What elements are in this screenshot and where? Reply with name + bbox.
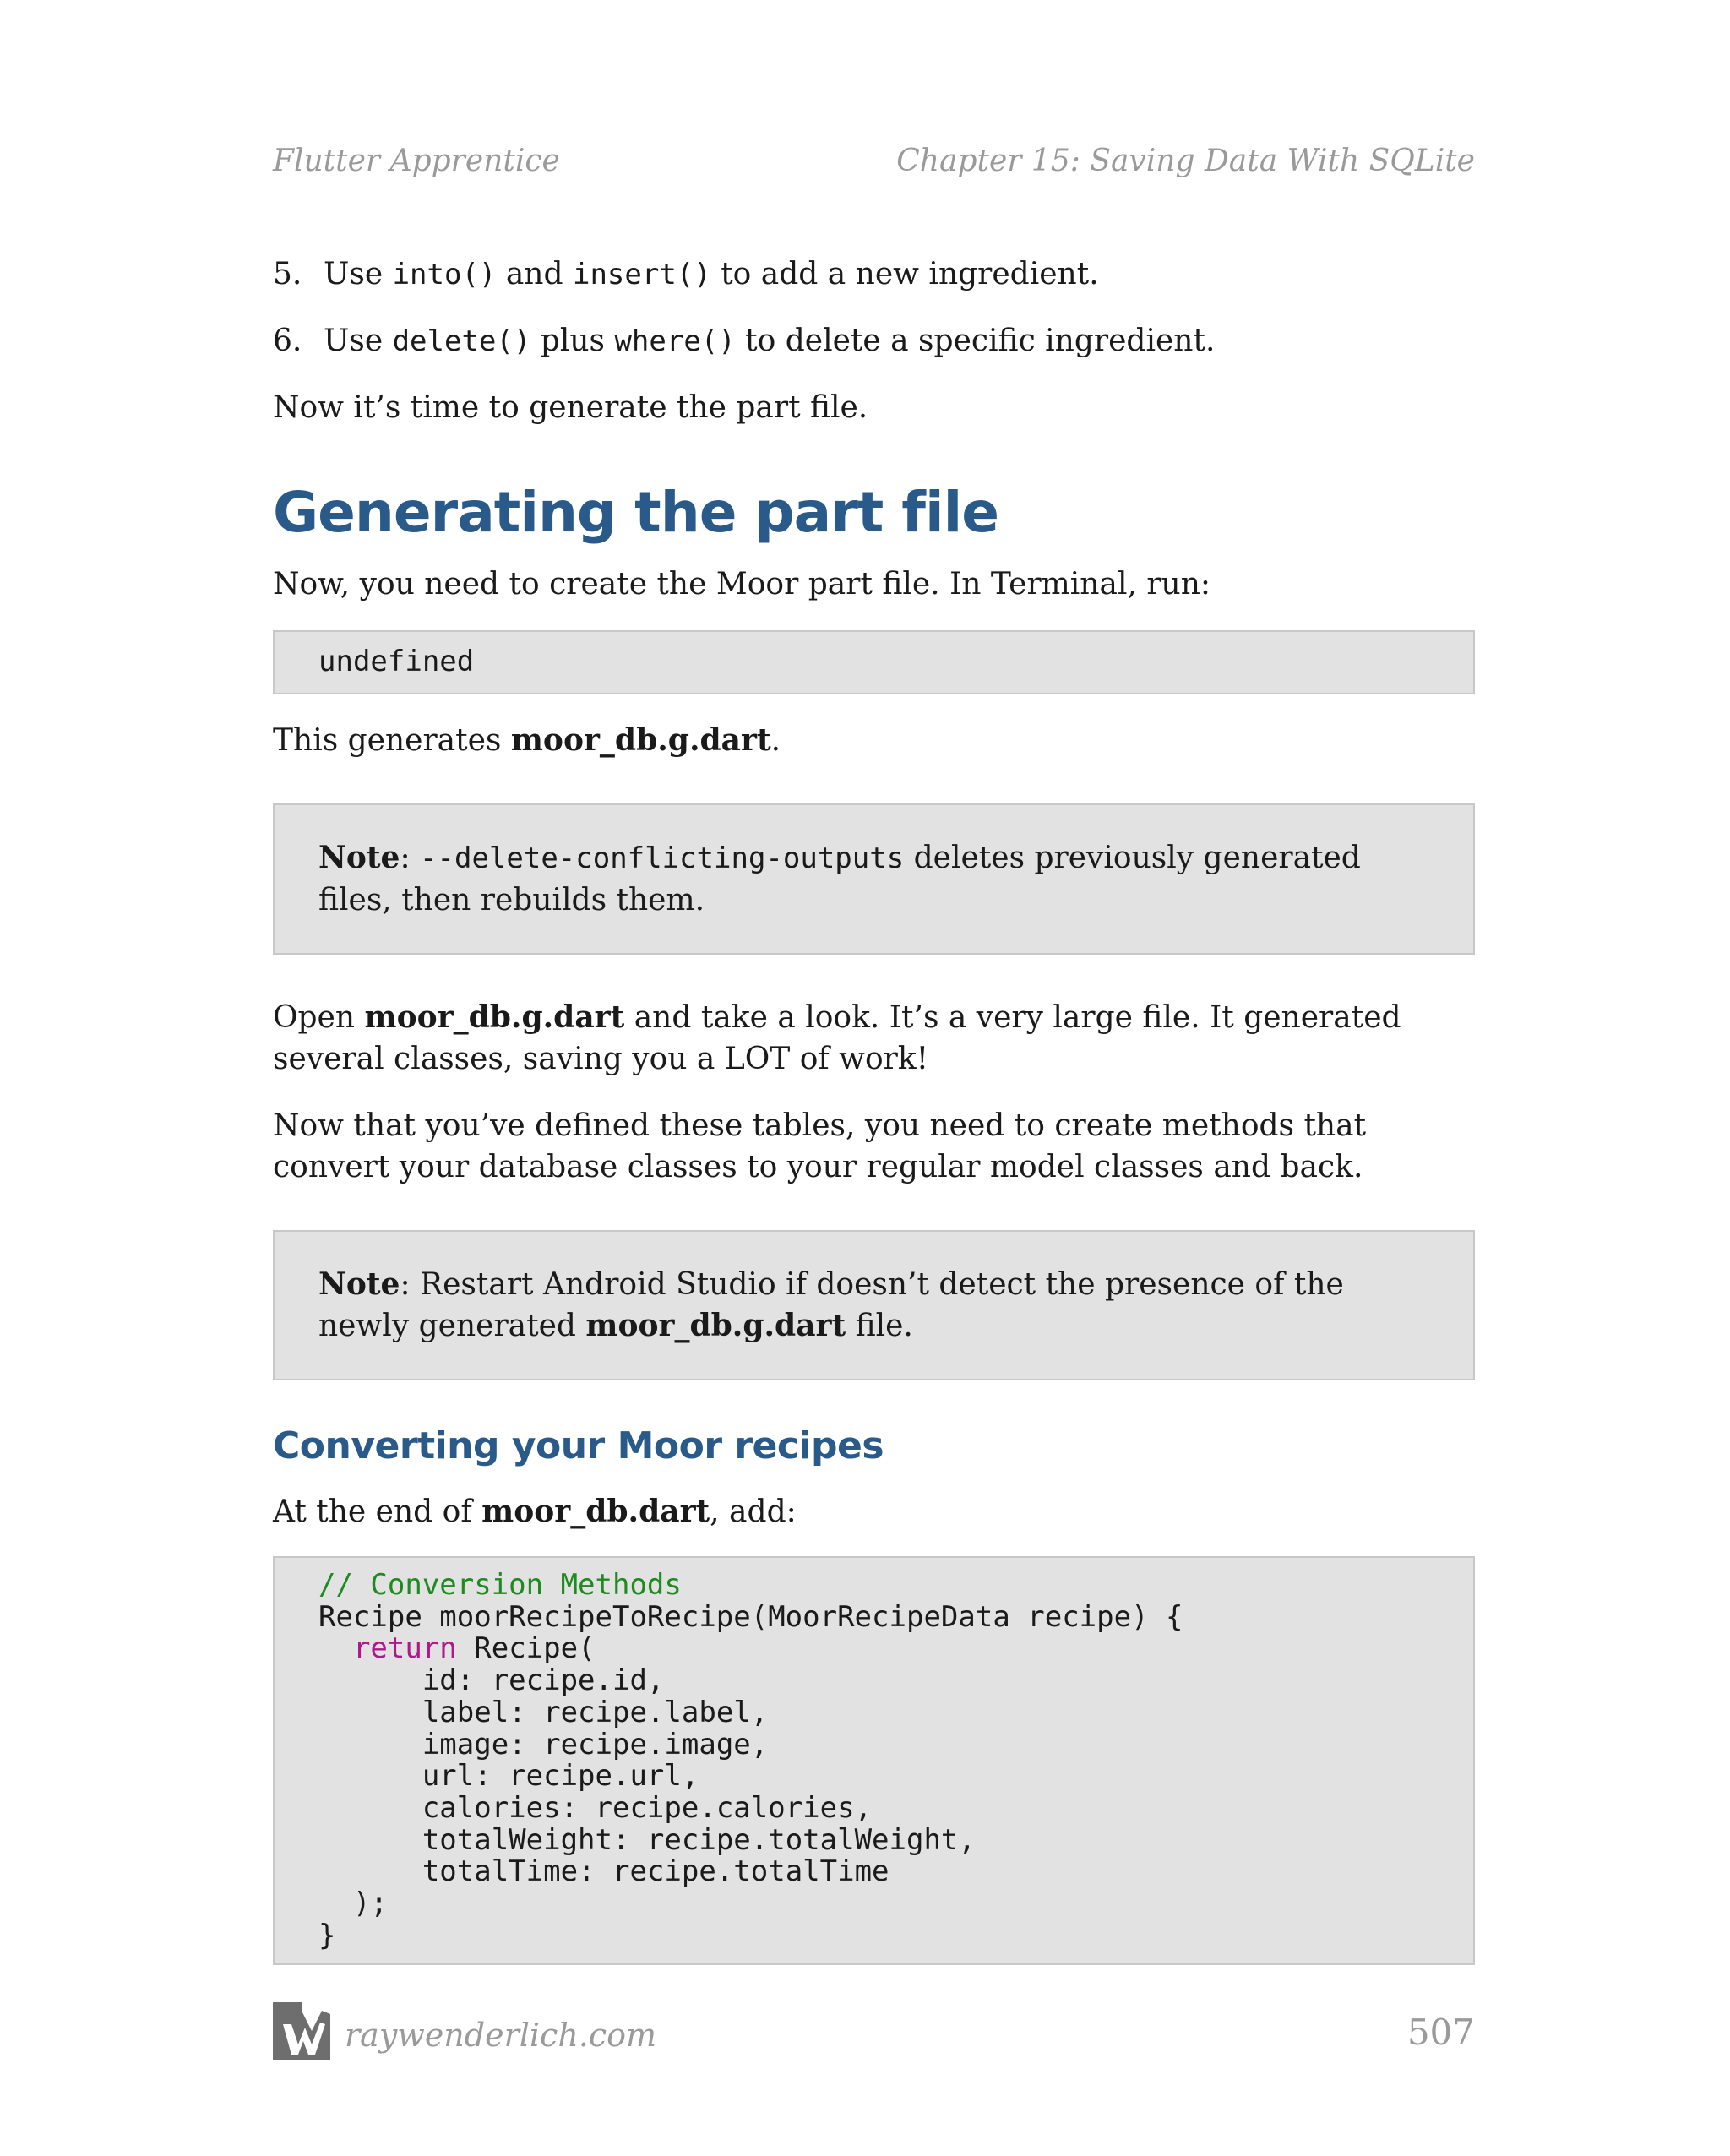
code-line: totalWeight: recipe.totalWeight,: [422, 1822, 976, 1857]
steps-list: [273, 253, 1475, 362]
code-line: );: [352, 1886, 388, 1921]
filename: moor_db.dart: [481, 1494, 710, 1529]
page: [273, 0, 1475, 2156]
terminal-command: undefined: [318, 645, 475, 678]
step-text: Use: [324, 324, 393, 358]
list-number: 6.: [273, 324, 302, 358]
code-comment: // Conversion Methods: [318, 1568, 682, 1602]
note-box-1: [273, 803, 1475, 955]
list-item: [273, 253, 1475, 296]
step-text: Use: [324, 257, 393, 291]
text: file.: [846, 1309, 913, 1343]
code-line: totalTime: recipe.totalTime: [422, 1854, 889, 1889]
filename: moor_db.g.dart: [364, 999, 625, 1035]
list-item: [273, 320, 1475, 362]
inline-code: insert(): [572, 258, 711, 291]
code-line: id: recipe.id,: [422, 1663, 665, 1698]
page-number: 507: [1406, 2012, 1475, 2053]
step-text: to add a new ingredient.: [710, 257, 1099, 291]
chapter-title: Chapter 15: Saving Data With SQLite: [896, 144, 1475, 178]
note-label: Note: [318, 1266, 400, 1302]
text: .: [770, 723, 781, 758]
inline-code: --delete-conflicting-outputs: [420, 841, 905, 875]
code-line: calories: recipe.calories,: [422, 1790, 873, 1825]
code-line: image: recipe.image,: [422, 1727, 769, 1761]
text: deletes previously generated files, then rebuilds them.: [318, 841, 1361, 917]
subsection-heading: Converting your Moor recipes: [273, 1424, 884, 1467]
step-text: plus: [530, 324, 615, 358]
note-box-2: [273, 1230, 1475, 1380]
step-text: and: [496, 257, 573, 291]
list-number: 5.: [273, 257, 302, 291]
filename: moor_db.g.dart: [510, 722, 771, 758]
code-line: }: [318, 1918, 336, 1952]
open-paragraph: [273, 997, 1475, 1080]
rw-logo-icon: [273, 2002, 330, 2060]
note-label: Note: [318, 840, 400, 875]
code-line: label: recipe.label,: [422, 1695, 769, 1729]
filename: moor_db.g.dart: [585, 1308, 846, 1343]
code-line: url: recipe.url,: [422, 1759, 699, 1794]
text: and take a look. It’s a very large file. It generated several classes, saving you a LOT of work!: [273, 1000, 1401, 1076]
code-listing: [318, 1570, 1429, 1952]
code-block: [273, 1556, 1475, 1965]
text: Open: [273, 1000, 365, 1035]
code-line: Recipe(: [456, 1631, 596, 1666]
inline-code: where(): [614, 324, 736, 358]
note-text: [318, 837, 1429, 921]
inline-code: delete(): [392, 324, 531, 358]
tables-paragraph: Now that you’ve defined these tables, you need to create methods that convert your database classes to your regular model classes and back.: [273, 1108, 1367, 1184]
intro-paragraph: Now it’s time to generate the part file.: [273, 390, 868, 425]
terminal-command-box: [273, 630, 1475, 694]
book-title: Flutter Apprentice: [273, 144, 560, 178]
add-paragraph: [273, 1491, 1475, 1533]
inline-code: into(): [392, 258, 497, 291]
footer-site: raywenderlich.com: [345, 2017, 657, 2054]
step-text: to delete a specific ingredient.: [735, 324, 1216, 358]
text: At the end of: [273, 1494, 482, 1529]
section-heading: Generating the part file: [273, 480, 999, 545]
content: [273, 253, 1475, 1965]
page-footer: [273, 1998, 1475, 2066]
text: :: [400, 841, 421, 875]
section-intro: Now, you need to create the Moor part file. In Terminal, run:: [273, 567, 1211, 602]
code-keyword: return: [352, 1631, 457, 1666]
note-text: [318, 1264, 1429, 1347]
text: This generates: [273, 723, 511, 758]
generates-paragraph: [273, 720, 1475, 761]
text: , add:: [710, 1494, 797, 1529]
text: : Restart Android Studio if doesn’t detect the presence of the newly generated: [318, 1267, 1344, 1343]
code-line: Recipe moorRecipeToRecipe(MoorRecipeData recipe) {: [318, 1599, 1183, 1634]
